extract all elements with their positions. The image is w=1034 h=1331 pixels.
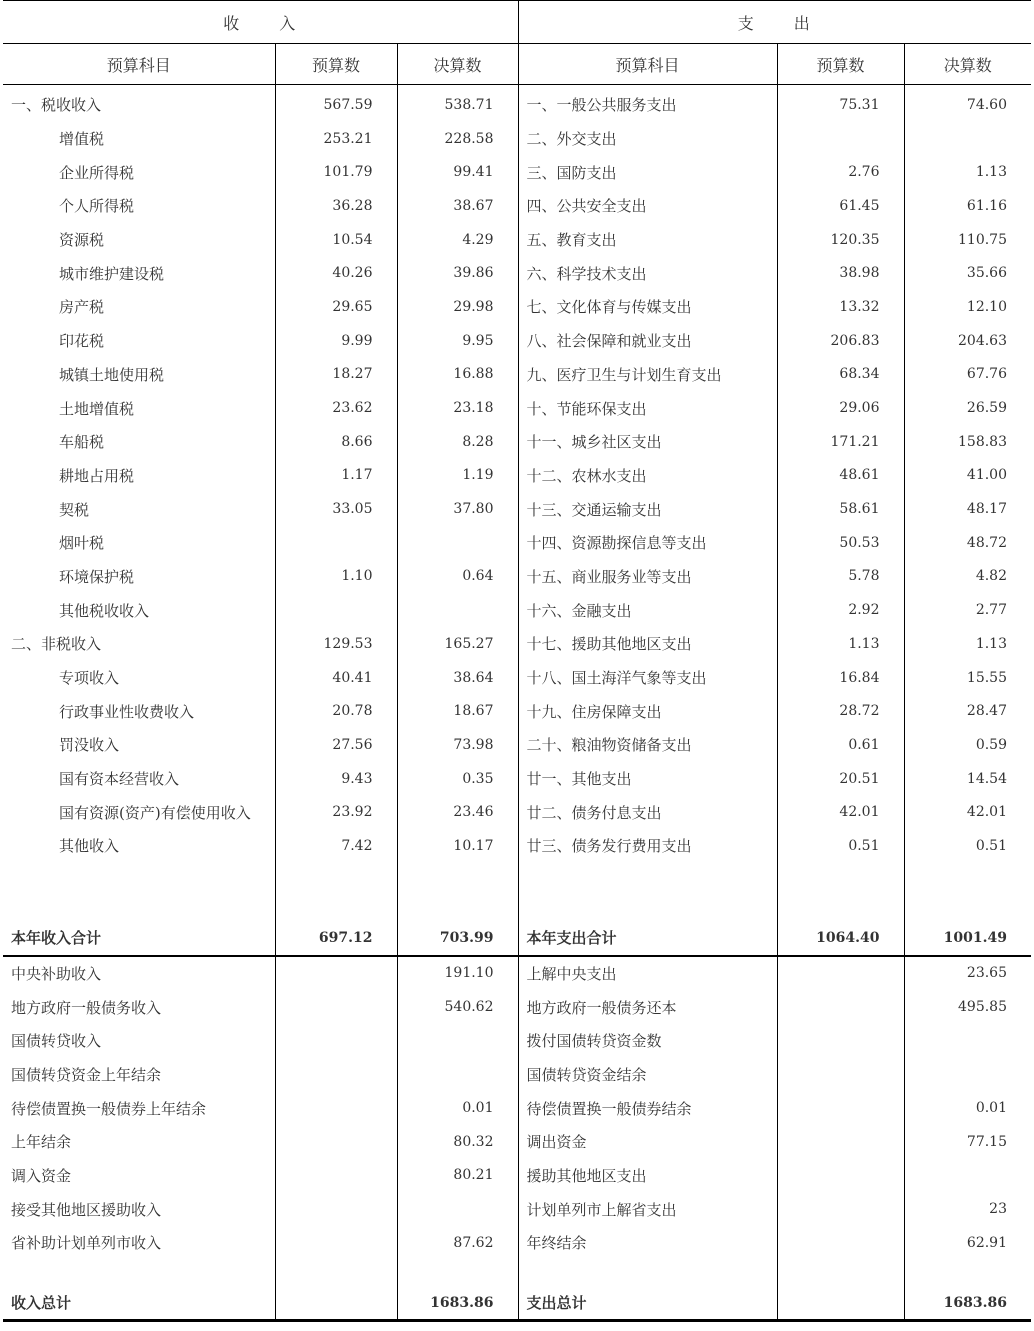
income-final-value: 39.86 <box>397 256 518 290</box>
expenditure-final-value <box>904 122 1031 156</box>
income-item-label: 增值税 <box>3 122 275 156</box>
income-transfer-final: 191.10 <box>397 956 518 991</box>
expenditure-transfer-final: 23 <box>989 1201 1007 1218</box>
expenditure-transfer-label: 年终结余 <box>518 1226 777 1260</box>
expenditure-item-label: 四、公共安全支出 <box>518 189 777 223</box>
expenditure-item-label: 十三、交通运输支出 <box>518 492 777 526</box>
income-budget-value: 253.21 <box>275 122 397 156</box>
transfer-row <box>3 1159 1031 1193</box>
income-heading-char-2: 入 <box>279 13 298 33</box>
income-transfer-final <box>397 1192 518 1226</box>
income-budget-value: 40.41 <box>275 661 397 695</box>
empty-cell <box>904 1260 1031 1286</box>
expenditure-item-label: 十八、国土海洋气象等支出 <box>518 661 777 695</box>
income-item-label: 专项收入 <box>3 661 275 695</box>
expenditure-transfer-final: 0.01 <box>975 1100 1007 1117</box>
expenditure-transfer-final: 62.91 <box>966 1234 1007 1251</box>
expenditure-transfer-final: 77.15 <box>966 1133 1007 1150</box>
income-final-value: 0.64 <box>397 560 518 594</box>
income-final-value: 99.41 <box>397 155 518 189</box>
income-transfer-budget <box>275 1125 397 1159</box>
transfer-row <box>3 956 1031 991</box>
income-budget-value: 9.99 <box>275 324 397 358</box>
income-item-label: 其他税收收入 <box>3 593 275 627</box>
table-row <box>3 728 1031 762</box>
expenditure-heading-char-1: 支 <box>737 13 756 33</box>
expenditure-transfer-label: 待偿债置换一般债券结余 <box>518 1091 777 1125</box>
expenditure-item-label: 廿一、其他支出 <box>518 762 777 796</box>
income-budget-value: 101.79 <box>275 155 397 189</box>
transfer-row <box>3 1192 1031 1226</box>
expenditure-transfer-final: 495.85 <box>958 999 1007 1016</box>
expenditure-grand-total-final: 1683.86 <box>904 1286 1031 1321</box>
expenditure-budget-value: 20.51 <box>777 762 904 796</box>
transfer-row <box>3 990 1031 1024</box>
expenditure-budget-value: 58.61 <box>777 492 904 526</box>
income-item-label: 资源税 <box>3 223 275 257</box>
expenditure-annual-total-final: 1001.49 <box>904 921 1031 956</box>
transfer-row <box>3 1091 1031 1125</box>
income-annual-total-budget: 697.12 <box>275 921 397 956</box>
expenditure-transfer-budget <box>777 1192 904 1226</box>
expenditure-budget-value: 1.13 <box>777 627 904 661</box>
table-row <box>3 85 1031 122</box>
expenditure-budget-value: 0.61 <box>777 728 904 762</box>
expenditure-budget-value <box>777 122 904 156</box>
income-budget-value: 1.17 <box>275 459 397 493</box>
empty-cell <box>518 1260 777 1286</box>
expenditure-budget-value: 38.98 <box>777 256 904 290</box>
income-transfer-label: 中央补助收入 <box>3 956 275 991</box>
expenditure-transfer-final <box>904 1024 1031 1058</box>
spacer-row <box>3 863 1031 921</box>
table-row <box>3 762 1031 796</box>
expenditure-transfer-label: 拨付国债转贷资金数 <box>518 1024 777 1058</box>
expenditure-budget-value: 48.61 <box>777 459 904 493</box>
income-item-label: 土地增值税 <box>3 391 275 425</box>
empty-cell <box>904 863 1031 921</box>
income-item-label: 耕地占用税 <box>3 459 275 493</box>
income-final-value: 37.80 <box>397 492 518 526</box>
income-item-label: 其他收入 <box>3 829 275 863</box>
expenditure-final-value: 0.59 <box>975 736 1007 753</box>
empty-cell <box>3 1260 275 1286</box>
expenditure-final-value: 35.66 <box>966 265 1007 282</box>
income-transfer-budget <box>275 1058 397 1092</box>
expenditure-budget-value: 16.84 <box>777 661 904 695</box>
income-transfer-budget <box>275 956 397 991</box>
income-budget-value: 27.56 <box>275 728 397 762</box>
income-final-value: 16.88 <box>397 358 518 392</box>
income-grand-total-final: 1683.86 <box>397 1286 518 1321</box>
expenditure-budget-value: 171.21 <box>777 425 904 459</box>
expenditure-final-value: 2.77 <box>975 602 1007 619</box>
expenditure-budget-value: 2.76 <box>777 155 904 189</box>
income-transfer-budget <box>275 990 397 1024</box>
expenditure-final-value: 74.60 <box>966 96 1007 113</box>
income-item-label: 企业所得税 <box>3 155 275 189</box>
expenditure-item-label: 十一、城乡社区支出 <box>518 425 777 459</box>
expenditure-transfer-budget <box>777 956 904 991</box>
income-section-heading <box>3 1 518 44</box>
table-row <box>3 459 1031 493</box>
expenditure-transfer-label: 调出资金 <box>518 1125 777 1159</box>
income-final-value: 228.58 <box>397 122 518 156</box>
expenditure-final-value: 14.54 <box>966 770 1007 787</box>
expenditure-budget-value: 120.35 <box>777 223 904 257</box>
income-transfer-final: 80.32 <box>397 1125 518 1159</box>
empty-cell <box>397 1260 518 1286</box>
income-annual-total-final: 703.99 <box>397 921 518 956</box>
income-final-value: 1.19 <box>397 459 518 493</box>
budget-table-body <box>3 1 1031 1321</box>
expenditure-item-label: 十七、援助其他地区支出 <box>518 627 777 661</box>
income-final-column-header: 决算数 <box>397 44 518 85</box>
expenditure-final-column-header: 决算数 <box>904 44 1031 85</box>
empty-cell <box>518 863 777 921</box>
expenditure-item-label: 廿三、债务发行费用支出 <box>518 829 777 863</box>
expenditure-budget-value: 29.06 <box>777 391 904 425</box>
transfer-row <box>3 1058 1031 1092</box>
income-final-value: 23.46 <box>397 795 518 829</box>
income-item-label: 一、税收收入 <box>3 85 275 122</box>
income-budget-value: 29.65 <box>275 290 397 324</box>
income-budget-value: 9.43 <box>275 762 397 796</box>
income-item-label: 印花税 <box>3 324 275 358</box>
expenditure-final-value: 158.83 <box>958 433 1007 450</box>
expenditure-item-column-header: 预算科目 <box>518 44 777 85</box>
expenditure-final-value: 204.63 <box>958 332 1007 349</box>
expenditure-item-label: 二十、粮油物资储备支出 <box>518 728 777 762</box>
transfer-row <box>3 1125 1031 1159</box>
expenditure-final-value: 1.13 <box>975 164 1007 181</box>
income-item-label: 房产税 <box>3 290 275 324</box>
income-budget-value: 23.92 <box>275 795 397 829</box>
income-item-label: 行政事业性收费收入 <box>3 694 275 728</box>
income-budget-value: 8.66 <box>275 425 397 459</box>
income-transfer-label: 国债转贷资金上年结余 <box>3 1058 275 1092</box>
income-final-value <box>397 526 518 560</box>
income-final-value: 165.27 <box>397 627 518 661</box>
income-transfer-final: 540.62 <box>397 990 518 1024</box>
income-final-value: 73.98 <box>397 728 518 762</box>
expenditure-transfer-budget <box>777 1024 904 1058</box>
income-item-label: 环境保护税 <box>3 560 275 594</box>
income-budget-value <box>275 593 397 627</box>
budget-table <box>3 0 1031 1322</box>
income-transfer-label: 上年结余 <box>3 1125 275 1159</box>
table-row <box>3 425 1031 459</box>
income-budget-value: 567.59 <box>275 85 397 122</box>
income-transfer-budget <box>275 1192 397 1226</box>
income-budget-column-header: 预算数 <box>275 44 397 85</box>
table-row <box>3 324 1031 358</box>
income-transfer-budget <box>275 1226 397 1260</box>
table-row <box>3 795 1031 829</box>
expenditure-grand-total-budget <box>777 1286 904 1321</box>
expenditure-item-label: 五、教育支出 <box>518 223 777 257</box>
income-budget-value: 36.28 <box>275 189 397 223</box>
expenditure-final-value: 48.72 <box>966 534 1007 551</box>
income-final-value: 4.29 <box>397 223 518 257</box>
table-row <box>3 223 1031 257</box>
table-row <box>3 256 1031 290</box>
expenditure-heading-char-2: 出 <box>793 13 812 33</box>
expenditure-item-label: 七、文化体育与传媒支出 <box>518 290 777 324</box>
table-row <box>3 122 1031 156</box>
expenditure-item-label: 八、社会保障和就业支出 <box>518 324 777 358</box>
income-item-column-header: 预算科目 <box>3 44 275 85</box>
income-final-value: 0.35 <box>397 762 518 796</box>
empty-cell <box>3 863 275 921</box>
empty-cell <box>275 1260 397 1286</box>
income-transfer-final: 87.62 <box>397 1226 518 1260</box>
expenditure-item-label: 十四、资源勘探信息等支出 <box>518 526 777 560</box>
expenditure-final-value: 12.10 <box>966 298 1007 315</box>
expenditure-transfer-budget <box>777 1125 904 1159</box>
table-row <box>3 391 1031 425</box>
expenditure-transfer-final: 23.65 <box>966 965 1007 982</box>
expenditure-transfer-budget <box>777 1226 904 1260</box>
income-item-label: 个人所得税 <box>3 189 275 223</box>
expenditure-item-label: 十、节能环保支出 <box>518 391 777 425</box>
income-transfer-budget <box>275 1159 397 1193</box>
income-final-value: 38.64 <box>397 661 518 695</box>
income-budget-value: 23.62 <box>275 391 397 425</box>
expenditure-transfer-budget <box>777 990 904 1024</box>
empty-cell <box>397 863 518 921</box>
income-budget-value: 18.27 <box>275 358 397 392</box>
table-row <box>3 492 1031 526</box>
grand-total-row <box>3 1286 1031 1321</box>
expenditure-transfer-label: 上解中央支出 <box>518 956 777 991</box>
income-grand-total-label: 收入总计 <box>3 1286 275 1321</box>
expenditure-transfer-label: 地方政府一般债务还本 <box>518 990 777 1024</box>
income-final-value: 29.98 <box>397 290 518 324</box>
income-transfer-final: 0.01 <box>397 1091 518 1125</box>
income-heading-char-1: 收 <box>223 13 242 33</box>
table-row <box>3 189 1031 223</box>
expenditure-final-value: 41.00 <box>966 467 1007 484</box>
empty-cell <box>777 863 904 921</box>
expenditure-final-value: 28.47 <box>966 703 1007 720</box>
income-final-value: 18.67 <box>397 694 518 728</box>
expenditure-annual-total-budget: 1064.40 <box>777 921 904 956</box>
income-item-label: 烟叶税 <box>3 526 275 560</box>
expenditure-budget-value: 5.78 <box>777 560 904 594</box>
income-item-label: 城市维护建设税 <box>3 256 275 290</box>
table-row <box>3 627 1031 661</box>
table-row <box>3 358 1031 392</box>
expenditure-transfer-final <box>904 1058 1031 1092</box>
income-annual-total-label: 本年收入合计 <box>3 921 275 956</box>
expenditure-budget-value: 13.32 <box>777 290 904 324</box>
income-budget-value: 20.78 <box>275 694 397 728</box>
expenditure-grand-total-label: 支出总计 <box>518 1286 777 1321</box>
expenditure-final-value: 1.13 <box>975 635 1007 652</box>
expenditure-item-label: 六、科学技术支出 <box>518 256 777 290</box>
expenditure-final-value: 26.59 <box>966 400 1007 417</box>
expenditure-transfer-final <box>904 1159 1031 1193</box>
table-row <box>3 661 1031 695</box>
expenditure-final-value: 61.16 <box>966 197 1007 214</box>
income-transfer-budget <box>275 1024 397 1058</box>
expenditure-budget-value: 42.01 <box>777 795 904 829</box>
transfer-row <box>3 1226 1031 1260</box>
column-header-row <box>3 44 1031 85</box>
expenditure-item-label: 一、一般公共服务支出 <box>518 85 777 122</box>
expenditure-transfer-label: 国债转贷资金结余 <box>518 1058 777 1092</box>
income-transfer-final <box>397 1024 518 1058</box>
table-row <box>3 829 1031 863</box>
income-transfer-label: 接受其他地区援助收入 <box>3 1192 275 1226</box>
empty-cell <box>275 863 397 921</box>
expenditure-final-value: 15.55 <box>966 669 1007 686</box>
income-item-label: 城镇土地使用税 <box>3 358 275 392</box>
income-transfer-label: 地方政府一般债务收入 <box>3 990 275 1024</box>
expenditure-transfer-label: 援助其他地区支出 <box>518 1159 777 1193</box>
expenditure-budget-value: 75.31 <box>777 85 904 122</box>
table-row <box>3 560 1031 594</box>
table-row <box>3 526 1031 560</box>
expenditure-final-value: 48.17 <box>966 501 1007 518</box>
expenditure-item-label: 二、外交支出 <box>518 122 777 156</box>
spacer-row <box>3 1260 1031 1286</box>
income-final-value: 8.28 <box>397 425 518 459</box>
expenditure-item-label: 九、医疗卫生与计划生育支出 <box>518 358 777 392</box>
income-budget-value: 1.10 <box>275 560 397 594</box>
expenditure-transfer-budget <box>777 1091 904 1125</box>
income-item-label: 车船税 <box>3 425 275 459</box>
expenditure-final-value: 42.01 <box>966 804 1007 821</box>
income-final-value: 9.95 <box>397 324 518 358</box>
income-budget-value: 33.05 <box>275 492 397 526</box>
income-transfer-final <box>397 1058 518 1092</box>
expenditure-final-value: 0.51 <box>975 837 1007 854</box>
expenditure-budget-value: 2.92 <box>777 593 904 627</box>
transfer-row <box>3 1024 1031 1058</box>
table-row <box>3 593 1031 627</box>
income-item-label: 罚没收入 <box>3 728 275 762</box>
income-item-label: 二、非税收入 <box>3 627 275 661</box>
income-item-label: 国有资本经营收入 <box>3 762 275 796</box>
income-final-value: 23.18 <box>397 391 518 425</box>
table-row <box>3 694 1031 728</box>
annual-total-row <box>3 921 1031 956</box>
expenditure-item-label: 十六、金融支出 <box>518 593 777 627</box>
expenditure-transfer-budget <box>777 1159 904 1193</box>
expenditure-budget-value: 28.72 <box>777 694 904 728</box>
income-budget-value: 10.54 <box>275 223 397 257</box>
expenditure-budget-value: 50.53 <box>777 526 904 560</box>
expenditure-section-heading <box>518 1 1031 44</box>
income-transfer-label: 省补助计划单列市收入 <box>3 1226 275 1260</box>
income-budget-value: 40.26 <box>275 256 397 290</box>
expenditure-annual-total-label: 本年支出合计 <box>518 921 777 956</box>
expenditure-item-label: 三、国防支出 <box>518 155 777 189</box>
expenditure-budget-value: 68.34 <box>777 358 904 392</box>
table-row <box>3 290 1031 324</box>
income-item-label: 国有资源(资产)有偿使用收入 <box>3 795 275 829</box>
income-transfer-final: 80.21 <box>397 1159 518 1193</box>
income-transfer-label: 调入资金 <box>3 1159 275 1193</box>
expenditure-final-value: 67.76 <box>966 366 1007 383</box>
expenditure-final-value: 4.82 <box>975 568 1007 585</box>
expenditure-transfer-budget <box>777 1058 904 1092</box>
expenditure-budget-column-header: 预算数 <box>777 44 904 85</box>
income-final-value <box>397 593 518 627</box>
expenditure-final-value: 110.75 <box>958 231 1007 248</box>
income-final-value: 538.71 <box>397 85 518 122</box>
expenditure-item-label: 十九、住房保障支出 <box>518 694 777 728</box>
income-transfer-label: 待偿债置换一般债券上年结余 <box>3 1091 275 1125</box>
income-budget-value: 7.42 <box>275 829 397 863</box>
income-grand-total-budget <box>275 1286 397 1321</box>
section-header-row <box>3 1 1031 44</box>
expenditure-item-label: 十五、商业服务业等支出 <box>518 560 777 594</box>
table-row <box>3 155 1031 189</box>
expenditure-budget-value: 61.45 <box>777 189 904 223</box>
empty-cell <box>777 1260 904 1286</box>
income-transfer-budget <box>275 1091 397 1125</box>
expenditure-item-label: 十二、农林水支出 <box>518 459 777 493</box>
income-budget-value: 129.53 <box>275 627 397 661</box>
expenditure-transfer-label: 计划单列市上解省支出 <box>518 1192 777 1226</box>
income-item-label: 契税 <box>3 492 275 526</box>
income-budget-value <box>275 526 397 560</box>
expenditure-item-label: 廿二、债务付息支出 <box>518 795 777 829</box>
income-final-value: 10.17 <box>397 829 518 863</box>
expenditure-budget-value: 0.51 <box>777 829 904 863</box>
income-final-value: 38.67 <box>397 189 518 223</box>
income-transfer-label: 国债转贷收入 <box>3 1024 275 1058</box>
expenditure-budget-value: 206.83 <box>777 324 904 358</box>
